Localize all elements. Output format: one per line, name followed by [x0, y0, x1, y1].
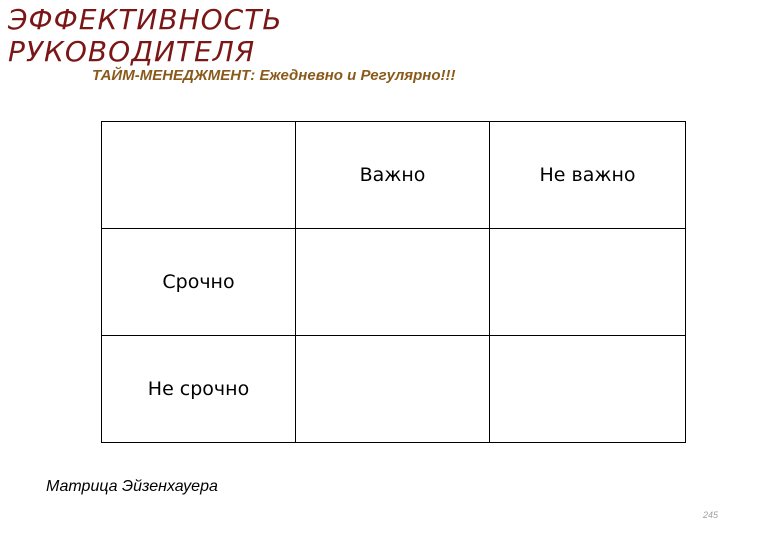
- matrix-row-not-urgent: [102, 336, 686, 443]
- eisenhower-matrix: [101, 121, 686, 443]
- matrix-header-important: Важно: [296, 122, 490, 229]
- matrix-header-not-important: Не важно: [490, 122, 686, 229]
- slide-title-line-1: ЭФФЕКТИВНОСТЬ: [8, 3, 283, 36]
- slide-title-line-2: РУКОВОДИТЕЛЯ: [8, 35, 256, 68]
- matrix-cell-not-urgent-important: [296, 336, 490, 443]
- matrix-row-label-urgent: Срочно: [102, 229, 296, 336]
- matrix-cell-not-urgent-not-important: [490, 336, 686, 443]
- matrix-header-row: [102, 122, 686, 229]
- matrix-row-label-not-urgent: Не срочно: [102, 336, 296, 443]
- matrix-corner-cell: [102, 122, 296, 229]
- matrix-cell-urgent-not-important: [490, 229, 686, 336]
- page-number: 245: [703, 510, 719, 520]
- matrix-caption: Матрица Эйзенхауера: [46, 478, 218, 495]
- slide-title: [8, 4, 283, 68]
- matrix-cell-urgent-important: [296, 229, 490, 336]
- matrix-row-urgent: [102, 229, 686, 336]
- slide-subtitle: ТАЙМ-МЕНЕДЖМЕНТ: Ежедневно и Регулярно!!!: [92, 67, 456, 84]
